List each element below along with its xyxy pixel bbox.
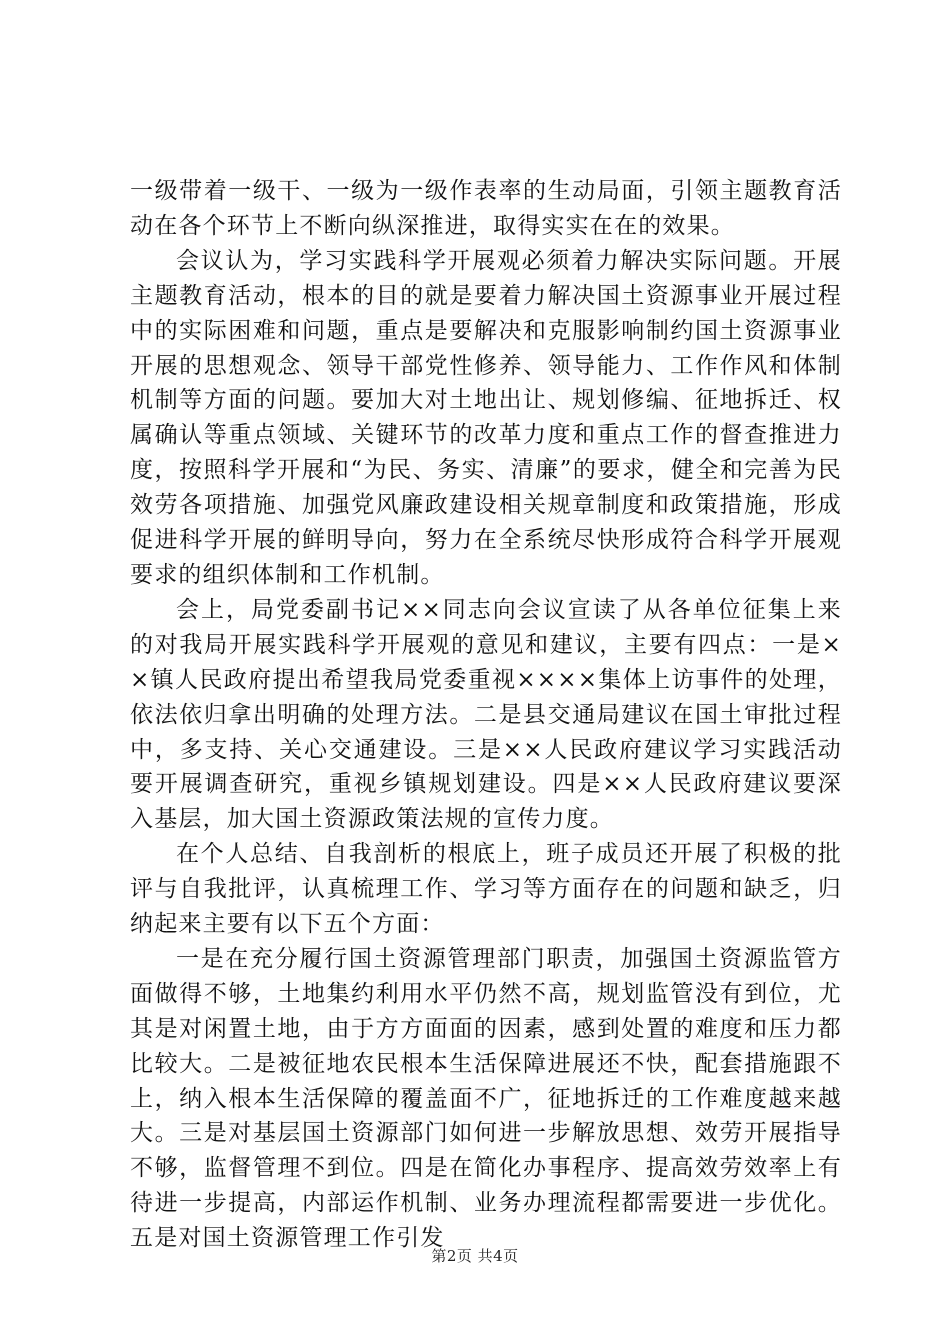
paragraph-1: 一级带着一级干、一级为一级作表率的生动局面，引领主题教育活动在各个环节上不断向纵深推进，取得实实在在的效果。 [130, 178, 842, 239]
paragraph-4: 在个人总结、自我剖析的根底上，班子成员还开展了积极的批评与自我批评，认真梳理工作、学习等方面存在的问题和缺乏，归纳起来主要有以下五个方面： [130, 841, 842, 938]
document-body [130, 174, 842, 1256]
paragraph-2: 会议认为，学习实践科学开展观必须着力解决实际问题。开展主题教育活动，根本的目的就是要着力解决国土资源事业开展过程中的实际困难和问题，重点是要解决和克服影响制约国土资源事业开展的思想观念、领导干部党性修养、领导能力、工作作风和体制机制等方面的问题。要加大对土地出让、规划修编、征地拆迁、权属确认等重点领域、关键环节的改革力度和重点工作的督查推进力度，按照科学开展和“为民、务实、清廉”的要求，健全和完善为民效劳各项措施、加强党风廉政建设相关规章制度和政策措施，形成促进科学开展的鲜明导向，努力在全系统尽快形成符合科学开展观要求的组织体制和工作机制。 [130, 247, 842, 588]
paragraph-3: 会上，局党委副书记××同志向会议宣读了从各单位征集上来的对我局开展实践科学开展观的意见和建议，主要有四点：一是××镇人民政府提出希望我局党委重视××××集体上访事件的处理，依法依归拿出明确的处理方法。二是县交通局建议在国土审批过程中，多支持、关心交通建设。三是××人民政府建议学习实践活动要开展调查研究，重视乡镇规划建设。四是××人民政府建议要深入基层，加大国土资源政策法规的宣传力度。 [130, 596, 842, 833]
paragraph-5: 一是在充分履行国土资源管理部门职责，加强国土资源监管方面做得不够，土地集约利用水平仍然不高，规划监管没有到位，尤其是对闲置土地，由于方方面面的因素，感到处置的难度和压力都比较大。二是被征地农民根本生活保障进展还不快，配套措施跟不上，纳入根本生活保障的覆盖面不广，征地拆迁的工作难度越来越大。三是对基层国土资源部门如何进一步解放思想、效劳开展指导不够，监督管理不到位。四是在简化办事程序、提高效劳效率上有待进一步提高，内部运作机制、业务办理流程都需要进一步优化。五是对国土资源管理工作引发 [130, 945, 842, 1252]
page-number-footer: 第2页 共4页 [431, 1247, 519, 1265]
